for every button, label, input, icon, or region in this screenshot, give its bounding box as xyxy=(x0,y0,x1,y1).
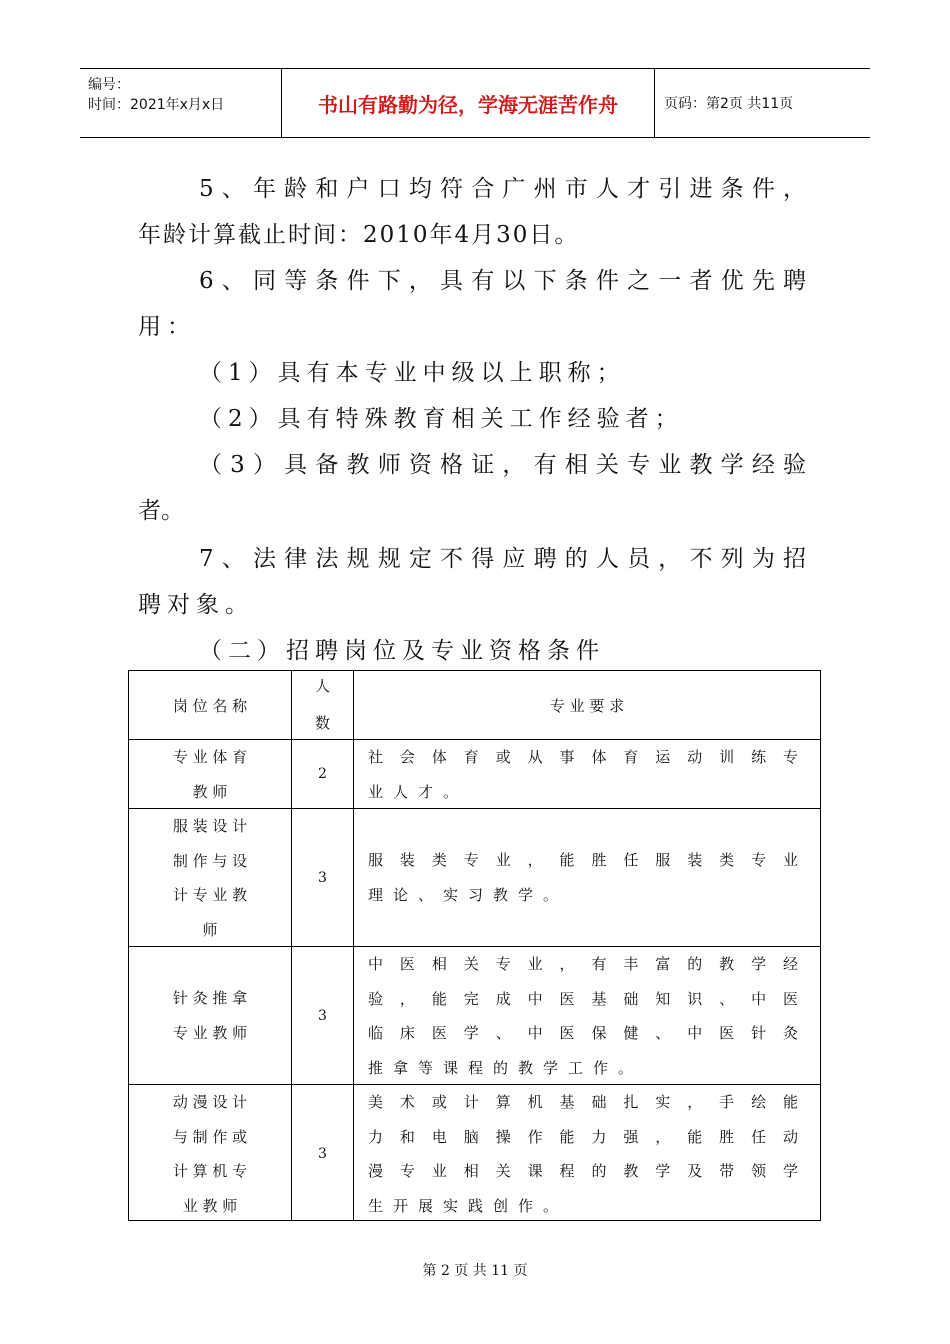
position-requirement: 美术或计算机基础扎实，手绘能 力和电脑操作能力强，能胜任动 漫专业相关课程的教学及带领学 生开展实践创作。 xyxy=(368,1093,798,1215)
position-name: 专 业 体 育 教 师 xyxy=(172,748,248,801)
position-name: 服 装 设 计 制 作 与 设 计 专 业 教 师 xyxy=(172,817,248,939)
position-count: 2 xyxy=(318,766,327,782)
position-name: 针 灸 推 拿 专 业 教 师 xyxy=(172,989,248,1042)
table-row xyxy=(129,809,820,947)
page-header xyxy=(80,68,870,138)
paragraph-6-line-2: 用： xyxy=(138,314,196,340)
table-row xyxy=(129,947,820,1085)
table-header-row xyxy=(129,671,820,740)
header-position-name: 岗 位 名 称 xyxy=(172,696,248,715)
position-count: 3 xyxy=(318,1007,327,1024)
document-time: 时间：2021年x月x日 xyxy=(88,97,225,113)
position-count: 3 xyxy=(318,869,327,886)
header-motto: 书山有路勤为径，学海无涯苦作舟 xyxy=(318,92,618,117)
page-footer: 第 2 页 共 11 页 xyxy=(422,1263,528,1279)
document-number-label: 编号： xyxy=(88,77,130,93)
position-name: 动 漫 设 计 与 制 作 或 计 算 机 专 业 教 师 xyxy=(172,1093,248,1215)
paragraph-6-line-1: 6、同等条件下，具有以下条件之一者优先聘 xyxy=(199,268,806,294)
header-meta xyxy=(80,69,280,137)
header-count: 人 数 xyxy=(314,677,330,732)
position-requirement: 社会体育或从事体育运动训练专 业人才。 xyxy=(368,748,798,801)
table-row xyxy=(129,1085,820,1222)
position-requirement: 中医相关专业，有丰富的教学经 验，能完成中医基础知识、中医 临床医学、中医保健、中医针灸 推拿等课程的教学工作。 xyxy=(368,955,798,1077)
header-page-info: 页码：第2页 共11页 xyxy=(664,96,794,112)
condition-item-3-line-2: 者。 xyxy=(138,498,184,524)
condition-item-2: （2）具有特殊教育相关工作经验者； xyxy=(199,406,684,432)
header-requirement: 专 业 要 求 xyxy=(549,696,625,715)
condition-item-1: （1）具有本专业中级以上职称； xyxy=(199,360,626,386)
paragraph-7-line-2: 聘对象。 xyxy=(138,592,254,618)
paragraph-7-line-1: 7、法律法规规定不得应聘的人员，不列为招 xyxy=(199,546,806,572)
position-count: 3 xyxy=(318,1145,327,1162)
section-title: （二）招聘岗位及专业资格条件 xyxy=(199,638,605,664)
recruitment-table xyxy=(128,670,821,1221)
table-row xyxy=(129,740,820,809)
paragraph-5-line-2: 年龄计算截止时间：2010年4月30日。 xyxy=(138,222,580,248)
paragraph-5-line-1: 5、年龄和户口均符合广州市人才引进条件， xyxy=(199,176,806,202)
condition-item-3-line-1: （3）具备教师资格证，有相关专业教学经验 xyxy=(199,452,806,478)
position-requirement: 服装类专业，能胜任服装类专业 理论、实习教学。 xyxy=(368,851,798,904)
